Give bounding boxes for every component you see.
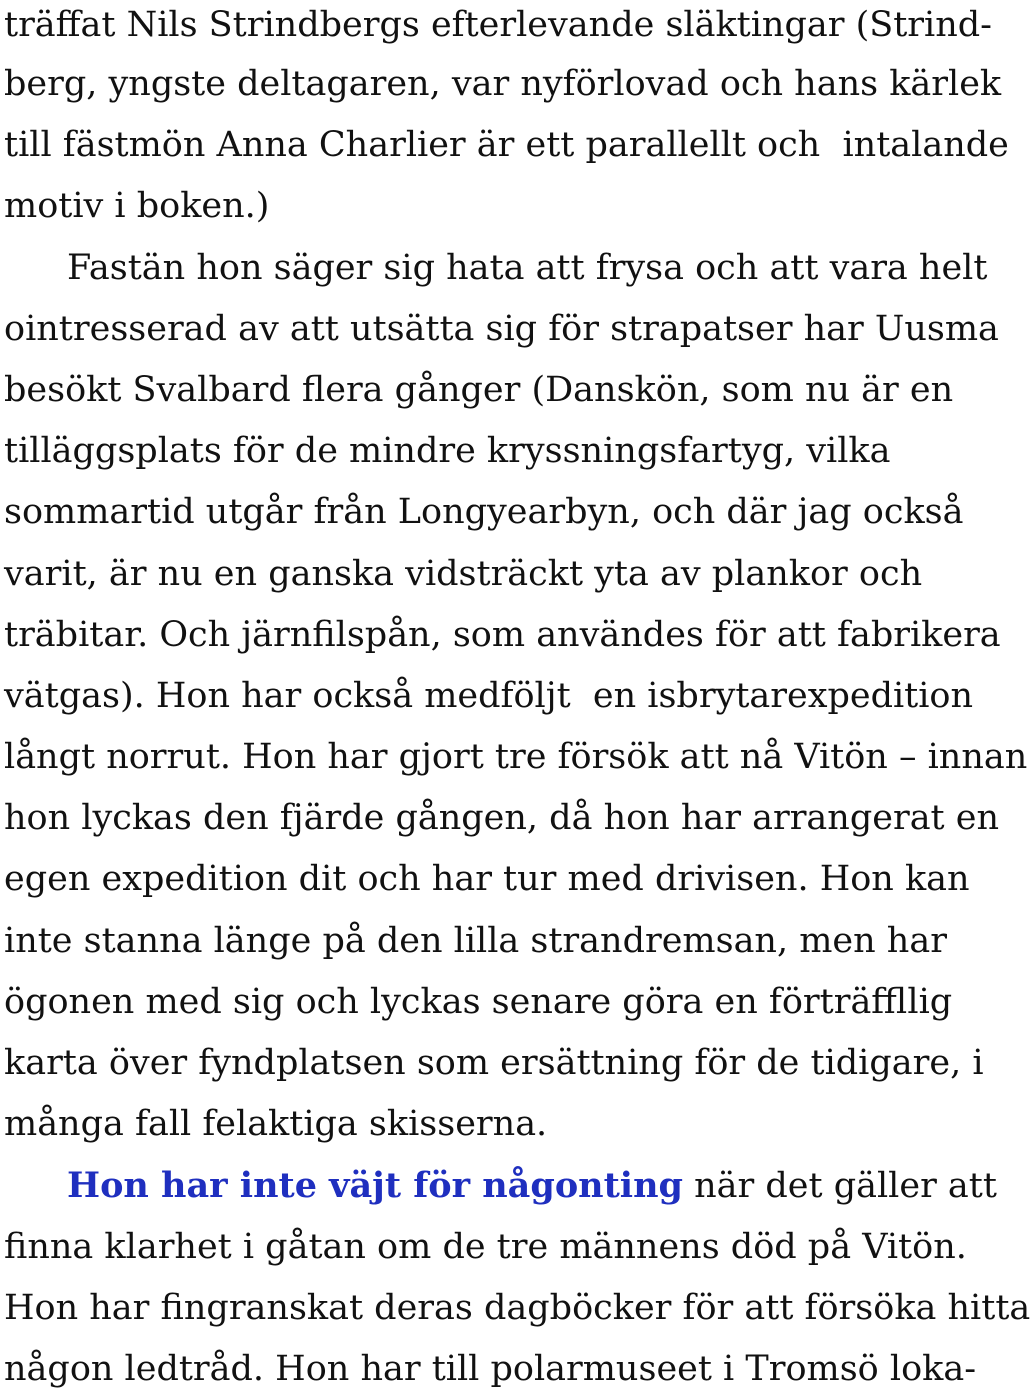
text-line: egen expedition dit och har tur med drivisen. Hon kan bbox=[4, 859, 970, 900]
paragraph-start-line: Fastän hon säger sig hata att frysa och att vara helt bbox=[67, 247, 988, 288]
text-line: tilläggsplats för de mindre kryssningsfartyg, vilka bbox=[4, 431, 891, 472]
text-line: vätgas). Hon har också medföljt en isbrytarexpedition bbox=[4, 675, 974, 716]
text-line: långt norrut. Hon har gjort tre försök att nå Vitön – innan bbox=[4, 737, 1028, 778]
text-fragment: när det gäller att bbox=[683, 1166, 997, 1207]
document-page bbox=[4, 4, 1030, 1400]
text-line: ointresserad av att utsätta sig för strapatser har Uusma bbox=[4, 308, 999, 349]
text-line: varit, är nu en ganska vidsträckt yta av plankor och bbox=[4, 553, 923, 594]
text-line: berg, yngste deltagaren, var nyförlovad och hans kärlek bbox=[4, 64, 1002, 104]
text-line: träbitar. Och järnfilspån, som användes för att fabrikera bbox=[4, 614, 1001, 655]
text-line: till fästmön Anna Charlier är ett parallellt och intalande bbox=[4, 125, 1009, 166]
text-line: motiv i boken.) bbox=[4, 186, 270, 227]
text-line: karta över fyndplatsen som ersättning för de tidigare, i bbox=[4, 1043, 984, 1083]
text-line: sommartid utgår från Longyearbyn, och där jag också bbox=[4, 492, 964, 533]
text-line: besökt Svalbard flera gånger (Danskön, som nu är en bbox=[4, 369, 954, 410]
text-line: ögonen med sig och lyckas senare göra en förträffllig bbox=[4, 981, 953, 1022]
highlighted-phrase: Hon har inte väjt för någonting bbox=[67, 1165, 683, 1207]
text-line: träffat Nils Strindbergs efterlevande släktingar (Strind- bbox=[4, 5, 992, 45]
text-line: inte stanna länge på den lilla strandremsan, men har bbox=[4, 920, 947, 961]
text-line: någon ledtråd. Hon har till polarmuseet i Tromsö loka- bbox=[4, 1348, 977, 1389]
text-line: hon lyckas den fjärde gången, då hon har arrangerat en bbox=[4, 798, 1000, 839]
text-line: många fall felaktiga skisserna. bbox=[4, 1104, 548, 1145]
text-line: finna klarhet i gåtan om de tre männens död på Vitön. bbox=[4, 1226, 967, 1267]
text-line: Hon har fingranskat deras dagböcker för att försöka hitta bbox=[4, 1287, 1030, 1328]
paragraph-start-line bbox=[4, 1155, 997, 1216]
